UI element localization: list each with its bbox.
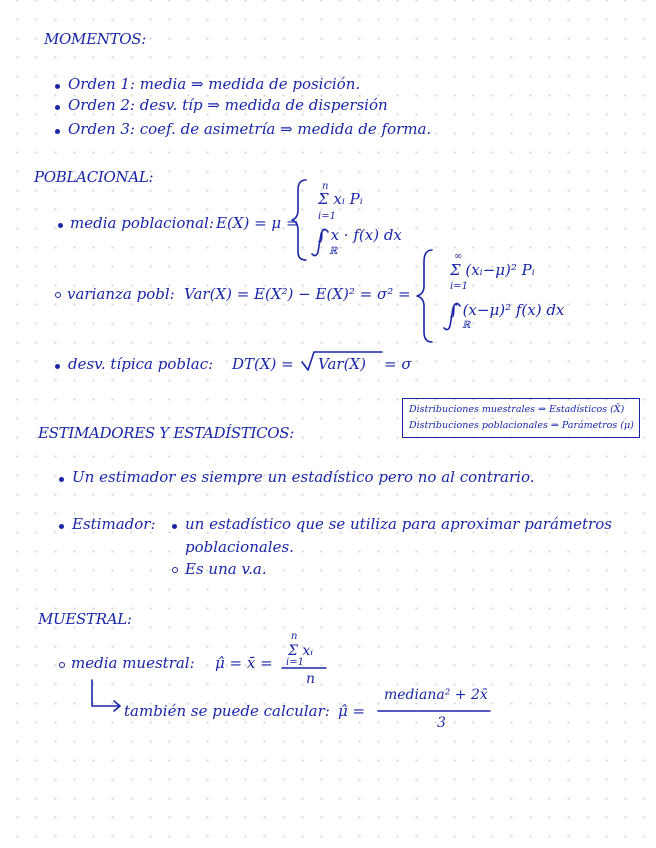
estimador-va: Es una v.a. (185, 560, 267, 578)
brace-varianza (417, 250, 432, 342)
varianza-case-continuous: ∫ (x−μ)² f(x) dx (450, 301, 565, 319)
section-title-muestral: MUESTRAL: (38, 610, 132, 628)
media-muestral-label: media muestral: (71, 654, 195, 672)
brace-media (292, 180, 306, 260)
varianza-int-subscript: ℝ (462, 320, 471, 331)
frac2-denominator: 3 (437, 715, 446, 731)
mu-hat-lhs: μ̂ = (338, 702, 366, 720)
media-muestral-lhs: μ̂ = x̄ = (215, 654, 273, 672)
box-line-poblacionales: Distribuciones poblacionales ⇒ Parámetros (μ) (409, 420, 634, 431)
varianza-expr: Var(X) = E(X²) − E(X)² = σ² = (184, 285, 411, 303)
media-int-subscript: ℝ (329, 246, 338, 257)
varianza-sum-upper: ∞ (454, 251, 463, 262)
frac1-numerator: Σ xᵢ (288, 643, 314, 659)
estimador-point-1: Un estimador es siempre un estadístico pero no al contrario. (72, 468, 535, 486)
momento-orden-1: Orden 1: media ⇒ medida de posición. (68, 75, 361, 93)
section-title-momentos: MOMENTOS: (44, 30, 147, 48)
frac1-sum-lower: i=1 (286, 657, 304, 668)
momento-orden-3: Orden 3: coef. de asimetría ⇒ medida de forma. (68, 120, 432, 138)
varianza-sum-lower: i=1 (450, 281, 468, 292)
estimador-label: Estimador: (72, 515, 156, 533)
media-sum-upper: n (322, 181, 329, 192)
media-poblacional-expr: E(X) = μ = (216, 214, 299, 232)
desv-tipica-label: desv. típica poblac: (68, 355, 214, 373)
section-title-poblacional: POBLACIONAL: (34, 168, 154, 186)
media-sum-lower: i=1 (318, 211, 336, 222)
box-line-muestrales: Distribuciones muestrales ⇒ Estadísticos (X̄) (409, 404, 625, 415)
media-poblacional-label: media poblacional: (70, 214, 214, 232)
varianza-case-discrete: Σ (xᵢ−μ)² Pᵢ (450, 261, 535, 279)
desv-tipica-sqrt-content: Var(X) (318, 355, 366, 373)
varianza-label: varianza pobl: (67, 285, 175, 303)
tambien-label: también se puede calcular: (124, 702, 330, 720)
frac2-numerator: mediana² + 2x̄ (384, 687, 488, 703)
desv-tipica-expr-right: = σ (384, 355, 412, 373)
integral-media (312, 229, 328, 255)
estimador-def-line-1: un estadístico que se utiliza para aproximar parámetros (185, 515, 612, 533)
frac1-sum-upper: n (291, 631, 298, 642)
desv-tipica-expr-left: DT(X) = (232, 355, 294, 373)
sqrt-sign (302, 352, 382, 373)
media-case-continuous: ∫ x · f(x) dx (318, 226, 402, 244)
integral-varianza (444, 303, 460, 329)
frac1-denominator: n (306, 671, 316, 687)
estimador-def-line-2: poblacionales. (185, 538, 294, 556)
momento-orden-2: Orden 2: desv. típ ⇒ medida de dispersión (68, 96, 388, 114)
section-title-estimadores: ESTIMADORES Y ESTADÍSTICOS: (38, 424, 295, 442)
media-case-discrete: Σ xᵢ Pᵢ (318, 190, 363, 208)
